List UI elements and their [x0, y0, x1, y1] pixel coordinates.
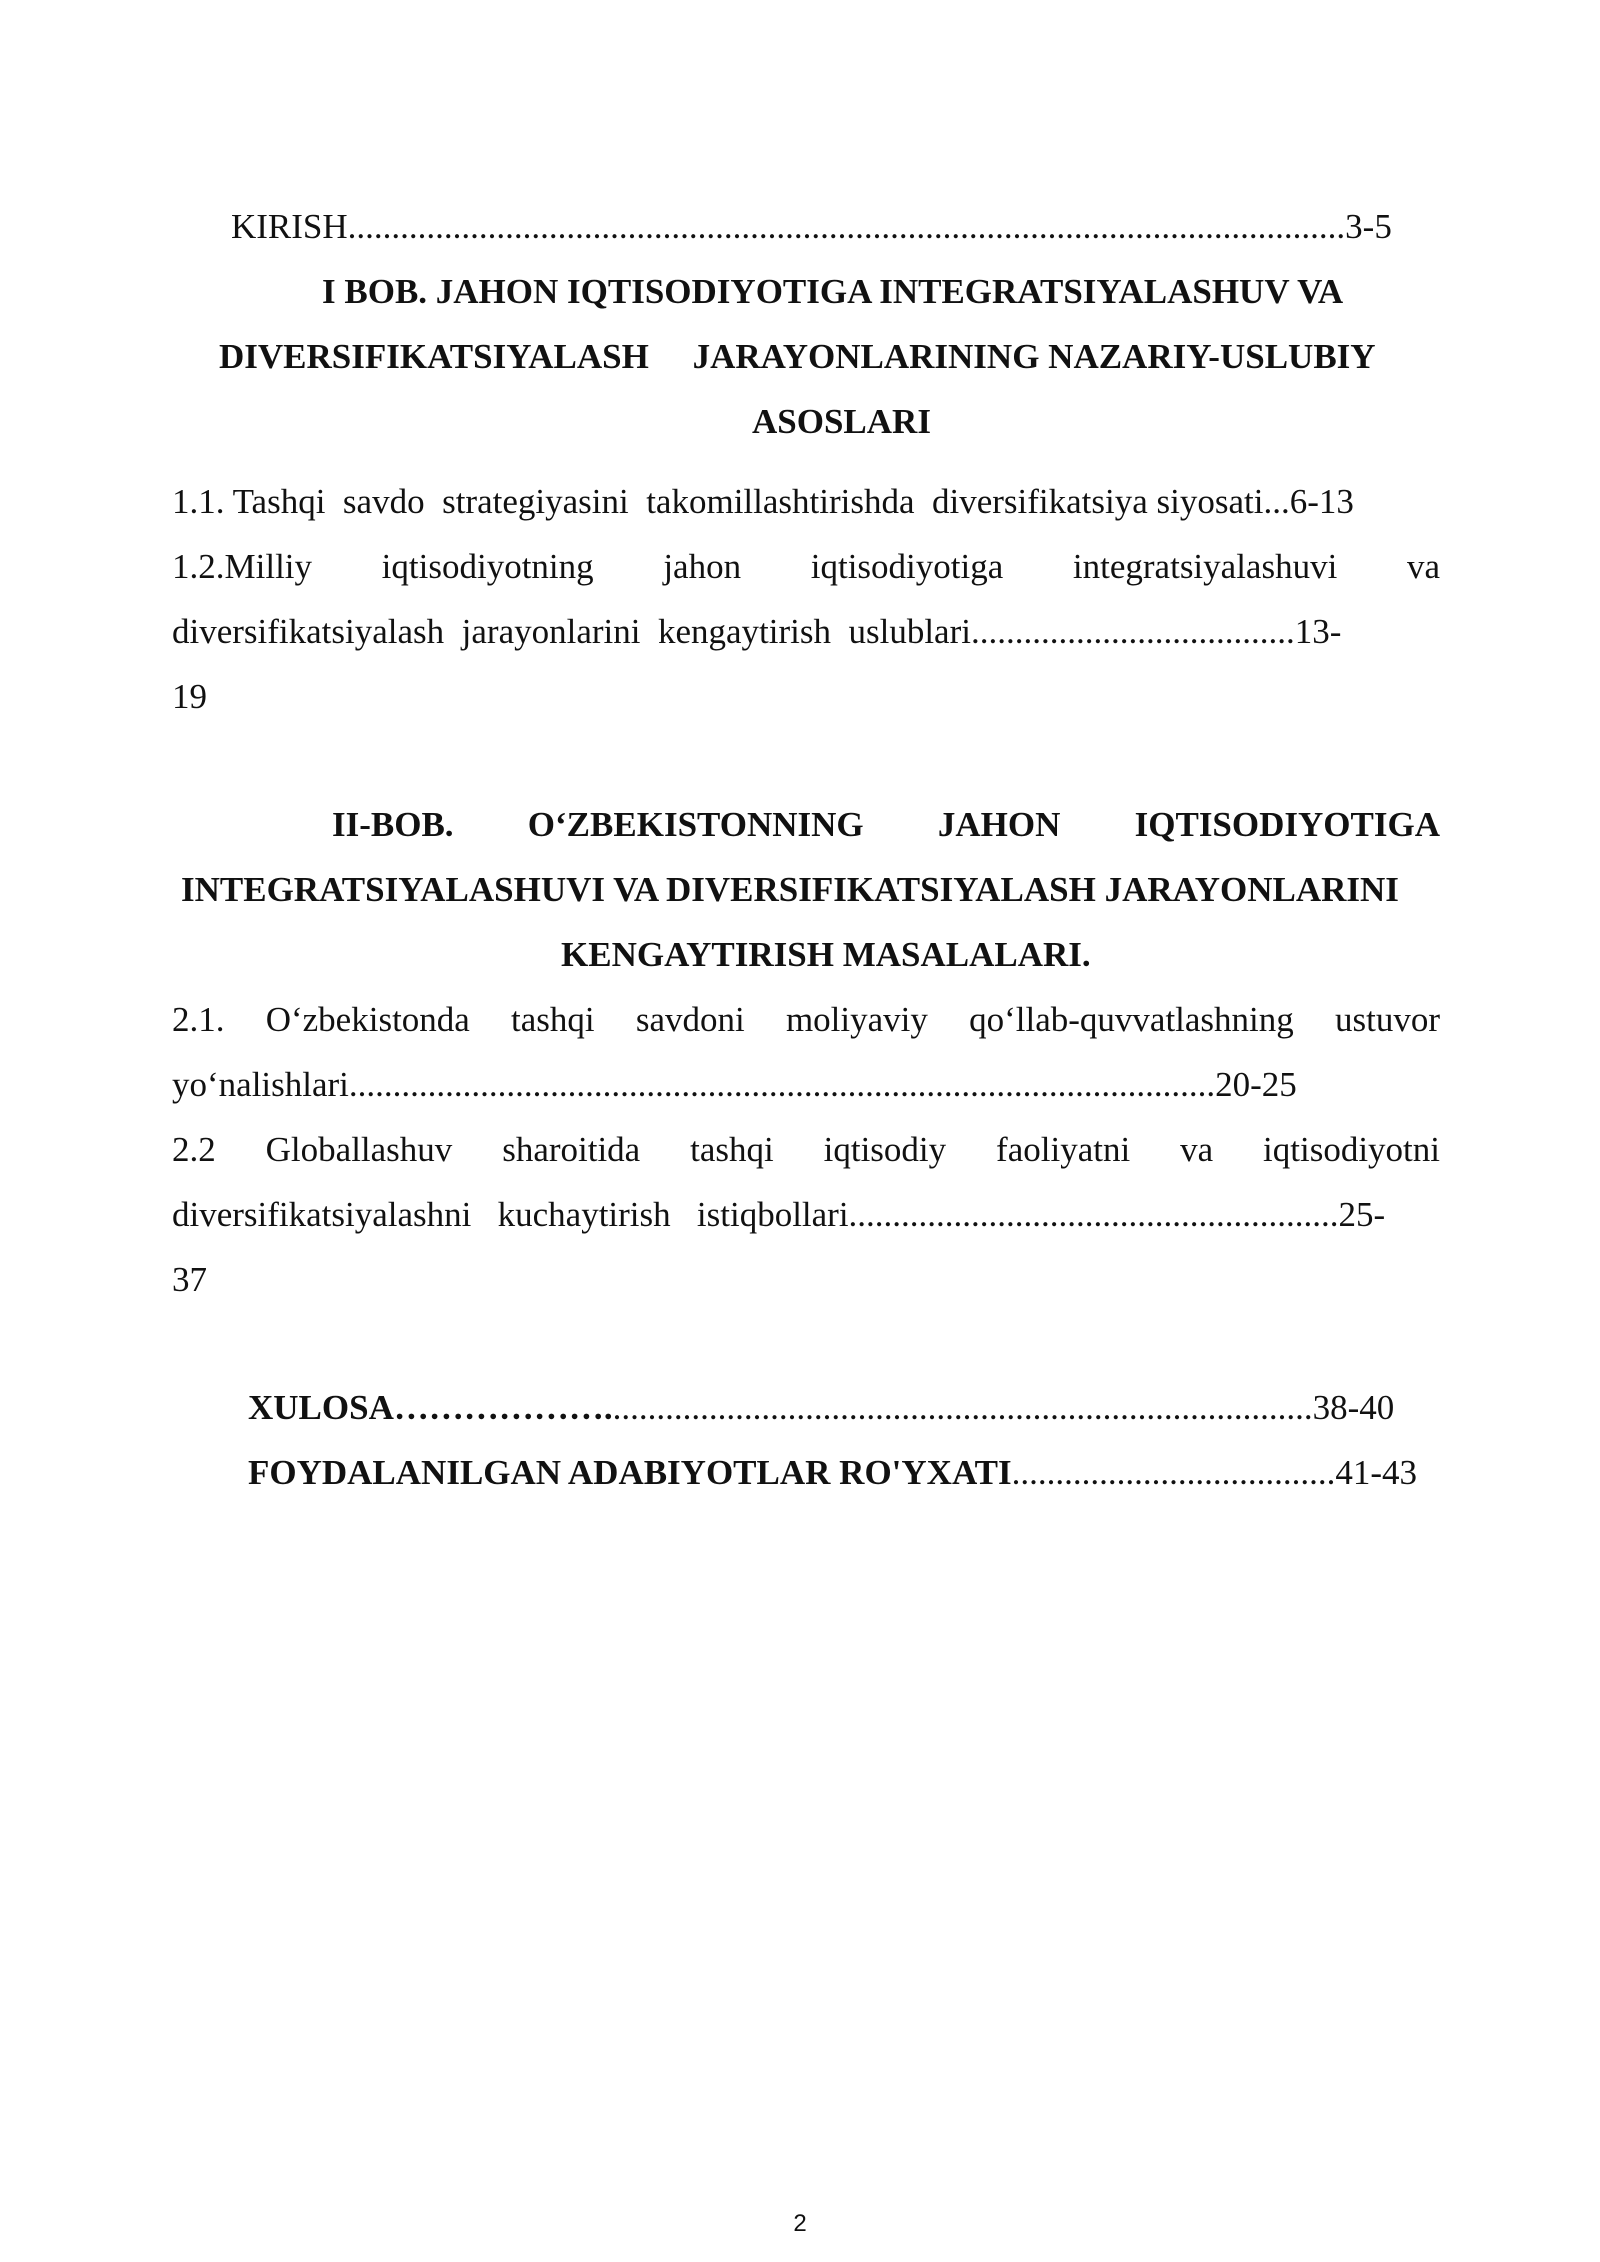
toc-section-2-2-line1: 2.2 Globallashuv sharoitida tashqi iqtisodiy faoliyatni va iqtisodiyotni: [172, 1130, 1440, 1169]
toc-references: [248, 1451, 1417, 1495]
toc-section-2-2-line3: 37: [172, 1260, 207, 1299]
toc-conclusion: [248, 1386, 1394, 1430]
toc-references-label: FOYDALANILGAN ADABIYOTLAR RO'YXATI: [248, 1453, 1012, 1492]
chapter1-heading-line1: I BOB. JAHON IQTISODIYOTIGA INTEGRATSIYALASHUV VA: [322, 272, 1344, 311]
toc-section-2-1-line2: yo‘nalishlari...................................................................................................20-25: [172, 1065, 1297, 1104]
chapter2-heading-line1: II-BOB. O‘ZBEKISTONNING JAHON IQTISODIYOTIGA: [332, 805, 1440, 844]
toc-section-2-2-line2: diversifikatsiyalashni kuchaytirish istiqbollari........................................................25-: [172, 1195, 1386, 1234]
chapter2-heading-line3: KENGAYTIRISH MASALALARI.: [561, 935, 1091, 974]
page-number: 2: [793, 2210, 807, 2237]
chapter2-heading-line2: INTEGRATSIYALASHUVI VA DIVERSIFIKATSIYALASH JARAYONLARINI: [181, 870, 1399, 909]
toc-section-1-2-line2: diversifikatsiyalash jarayonlarini kengaytirish uslublari.....................................13-: [172, 612, 1342, 651]
toc-references-dots: .....................................41-43: [1011, 1453, 1417, 1492]
toc-section-2-1-line1: 2.1. O‘zbekistonda tashqi savdoni moliyaviy qo‘llab-quvvatlashning ustuvor: [172, 1000, 1440, 1039]
toc-conclusion-dots: ................................................................................38-40: [612, 1388, 1395, 1427]
toc-intro: KIRISH..................................................................................................................3-5: [231, 207, 1392, 246]
toc-section-1-2-line1: 1.2.Milliy iqtisodiyotning jahon iqtisodiyotiga integratsiyalashuvi va: [172, 547, 1440, 586]
chapter1-heading-line2: DIVERSIFIKATSIYALASH JARAYONLARINING NAZARIY-USLUBIY: [219, 337, 1376, 376]
toc-section-1-1: 1.1. Tashqi savdo strategiyasini takomillashtirishda diversifikatsiya siyosati...6-13: [172, 482, 1354, 521]
toc-conclusion-label: XULOSA……………….: [248, 1388, 613, 1427]
toc-section-1-2-line3: 19: [172, 677, 207, 716]
chapter1-heading-line3: ASOSLARI: [752, 402, 931, 441]
